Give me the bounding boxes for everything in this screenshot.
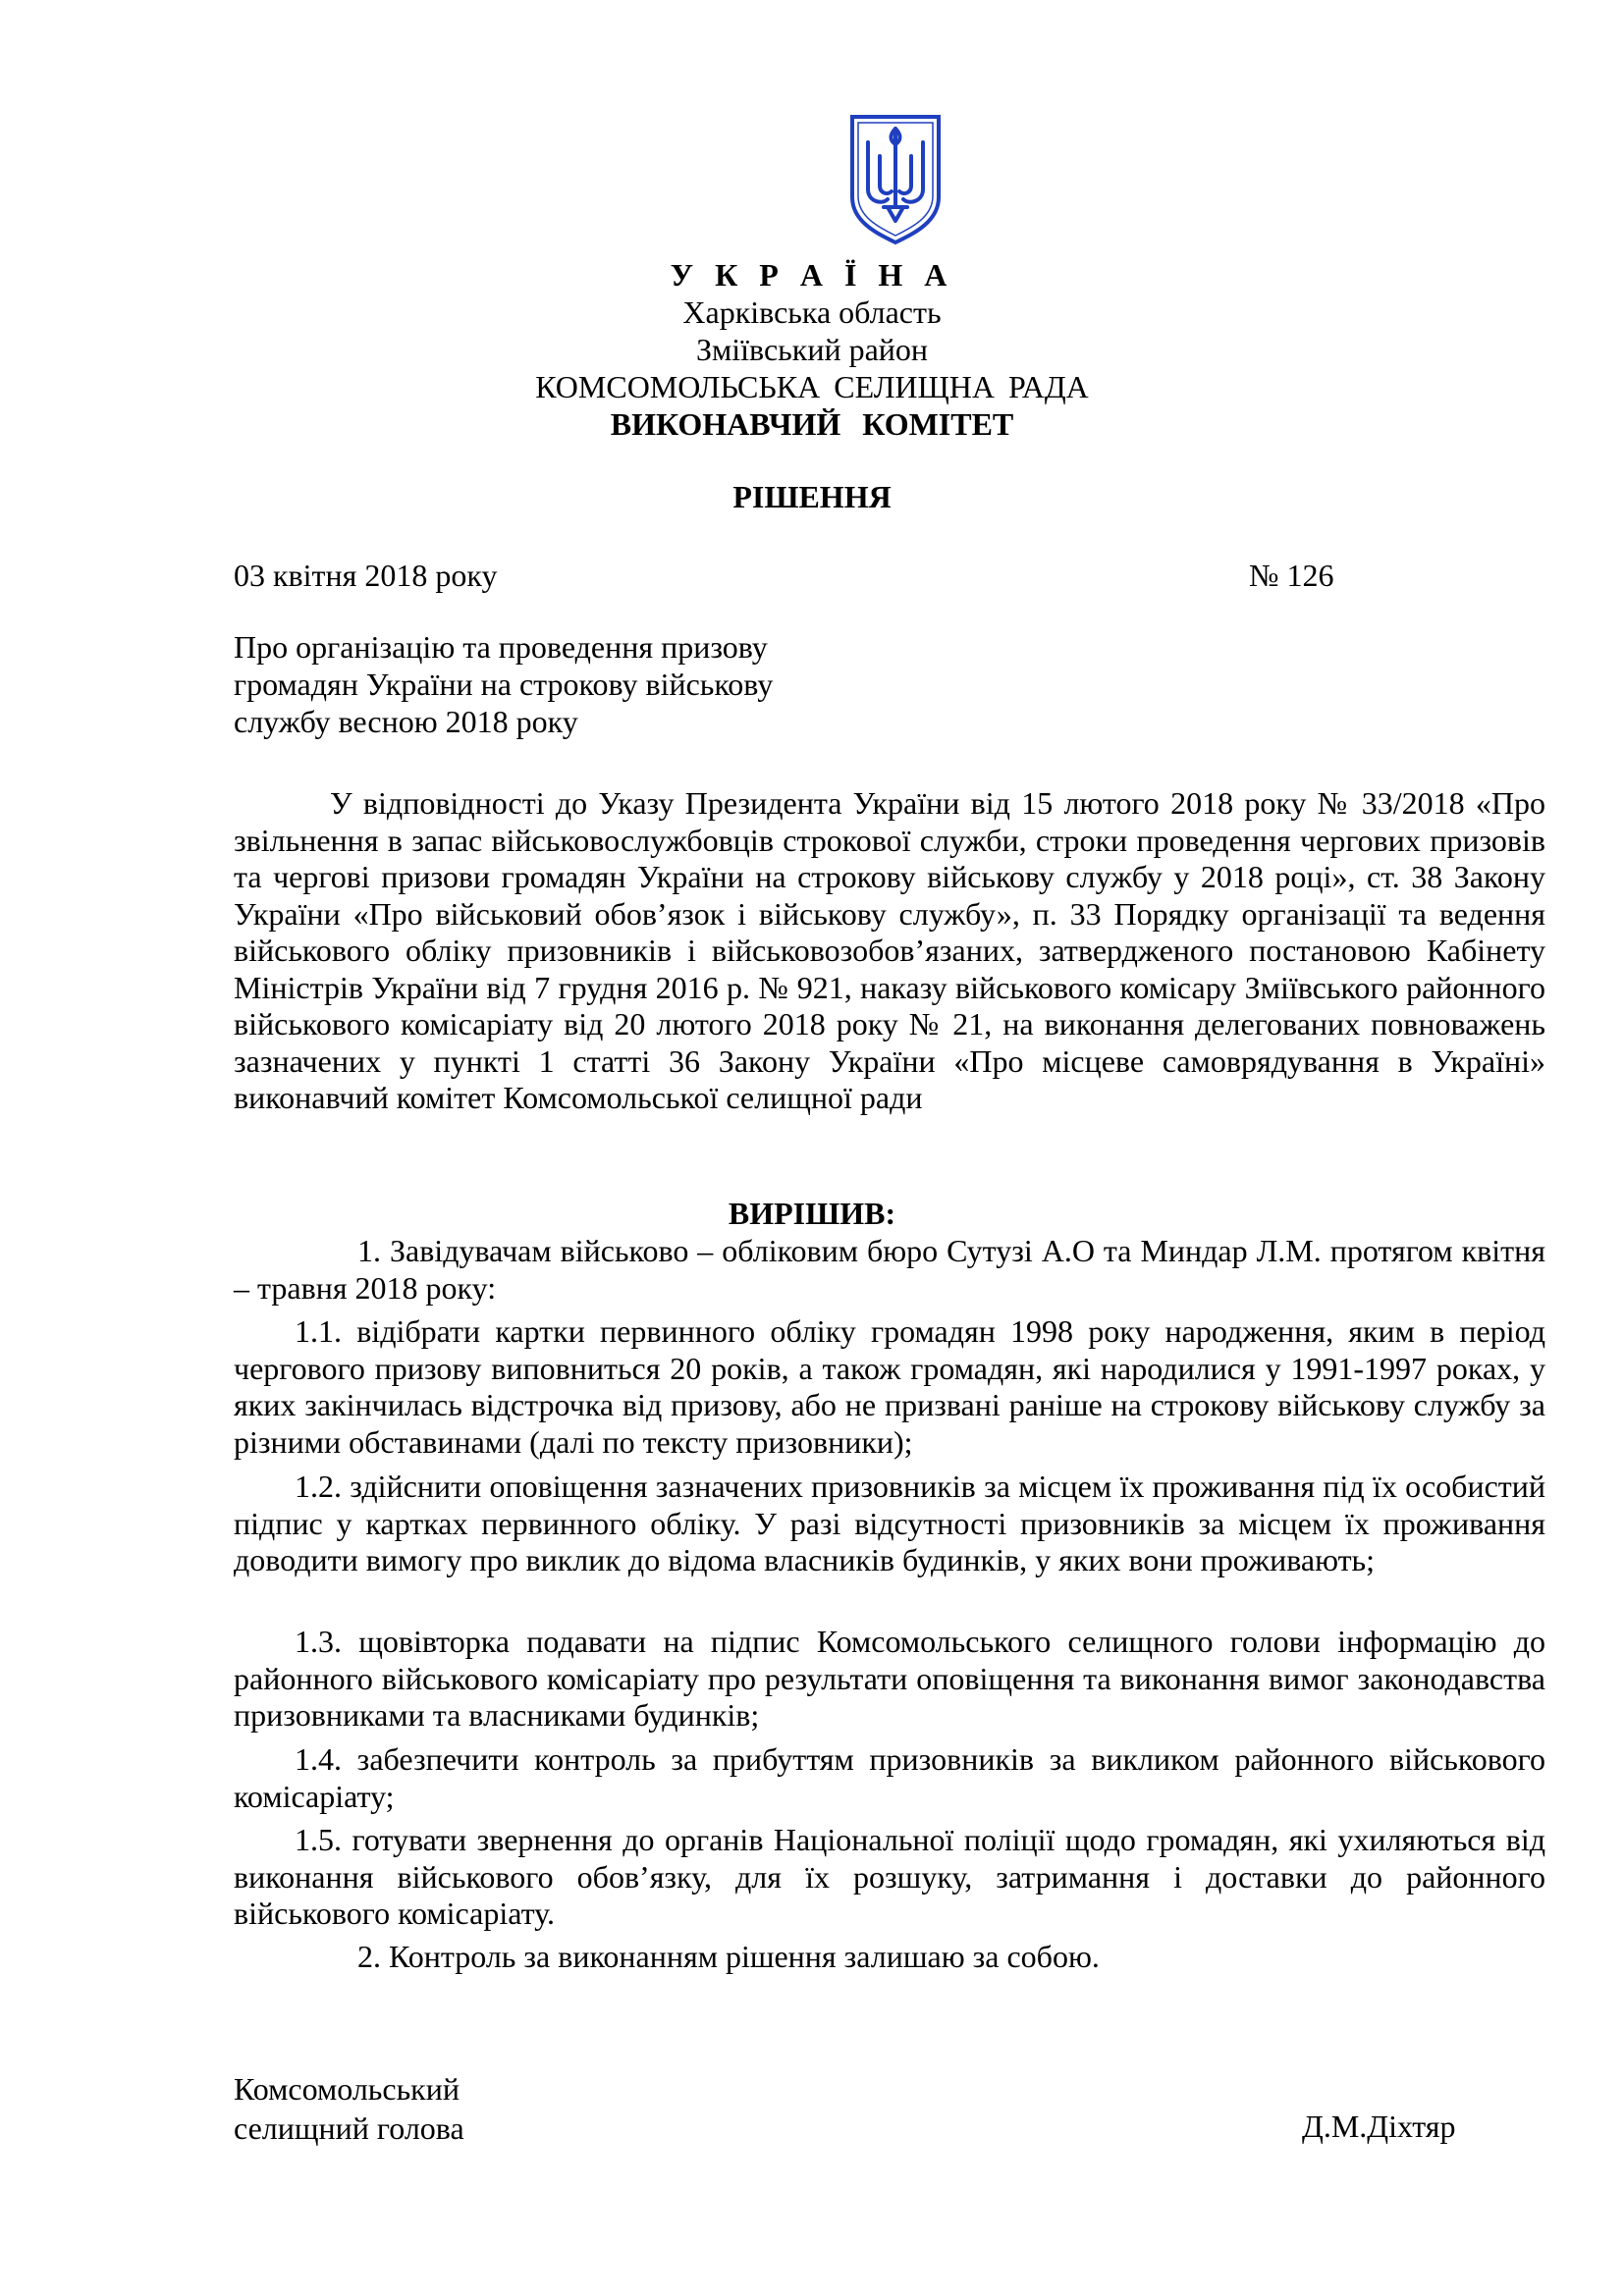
document-date: 03 квітня 2018 року (234, 558, 498, 593)
preamble-paragraph: У відповідності до Указу Президента України від 15 лютого 2018 року № 33/2018 «Про звільнення в запас військовослужбовців строкової служби, строки проведення чергових призовів та чергові призови громадян України на строкову військову службу у 2018 році», ст. 38 Закону України «Про військовий обов’язок і військову службу», п. 33 Порядку організації та ведення військового обліку призовників і військовозобов’язаних, затвердженого постановою Кабінету Міністрів України від 7 грудня 2016 р. № 921, наказу військового комісару Зміївського районного військового комісаріату від 20 лютого 2018 року № 21, на виконання делегованих повноважень зазначених у пункті 1 статті 36 Закону України «Про місцеве самоврядування в Україні» виконавчий комітет Комсомольської селищної ради (234, 785, 1545, 1115)
decision-item-2: 2. Контроль за виконанням рішення залишаю за собою. (357, 1939, 1100, 1974)
decision-item-1: 1. Завідувачам військово – обліковим бюро Сутузі А.О та Миндар Л.М. протягом квітня – травня 2018 року: (234, 1233, 1545, 1306)
signatory-name: Д.М.Діхтяр (1302, 2109, 1456, 2144)
decided-heading: ВИРІШИВ: (728, 1196, 896, 1231)
signatory-title-line: селищний голова (234, 2110, 464, 2146)
country-name: У К Р А Ї Н А (670, 257, 954, 293)
decision-subitem-1-1: 1.1. відібрати картки первинного обліку громадян 1998 року народження, яким в період чергового призову виповниться 20 років, а також громадян, які народилися у 1991-1997 роках, у яких закінчилась відстрочка від призову, або не призвані раніше на строкову військову службу за різними обставинами (далі по тексту призовники); (234, 1313, 1545, 1460)
coat-of-arms-icon (848, 113, 943, 246)
oblast-name: Харківська область (682, 294, 942, 330)
decision-subitem-1-4: 1.4. забезпечити контроль за прибуттям призовників за викликом районного військового комісаріату; (234, 1741, 1545, 1814)
decision-subitem-1-2: 1.2. здійснити оповіщення зазначених призовників за місцем їх проживання під їх особистий підпис у картках первинного обліку. У разі відсутності призовників за місцем їх проживання доводити вимогу про виклик до відома власників будинків, у яких вони проживають; (234, 1468, 1545, 1577)
raion-name: Зміївський район (695, 332, 929, 367)
subject-line: службу весною 2018 року (234, 704, 578, 739)
subject-line: Про організацію та проведення призову (234, 629, 768, 665)
subject-line: громадян України на строкову військову (234, 667, 774, 702)
committee-name: ВИКОНАВЧИЙ КОМІТЕТ (610, 406, 1014, 442)
signatory-title (234, 2069, 464, 2148)
signatory-title-line: Комсомольський (234, 2071, 460, 2107)
council-name: КОМСОМОЛЬСЬКА СЕЛИЩНА РАДА (535, 369, 1089, 404)
decision-subitem-1-3: 1.3. щовівторка подавати на підпис Комсомольського селищного голови інформацію до районного військового комісаріату про результати оповіщення та виконання вимог законодавства призовниками та власниками будинків; (234, 1624, 1545, 1733)
document-type: РІШЕННЯ (732, 479, 892, 514)
decision-subitem-1-5: 1.5. готувати звернення до органів Національної поліції щодо громадян, які ухиляються від виконання військового обов’язку, для їх розшуку, затримання і доставки до районного військового комісаріату. (234, 1822, 1545, 1931)
document-number: № 126 (1249, 558, 1334, 593)
document-subject (234, 628, 773, 740)
